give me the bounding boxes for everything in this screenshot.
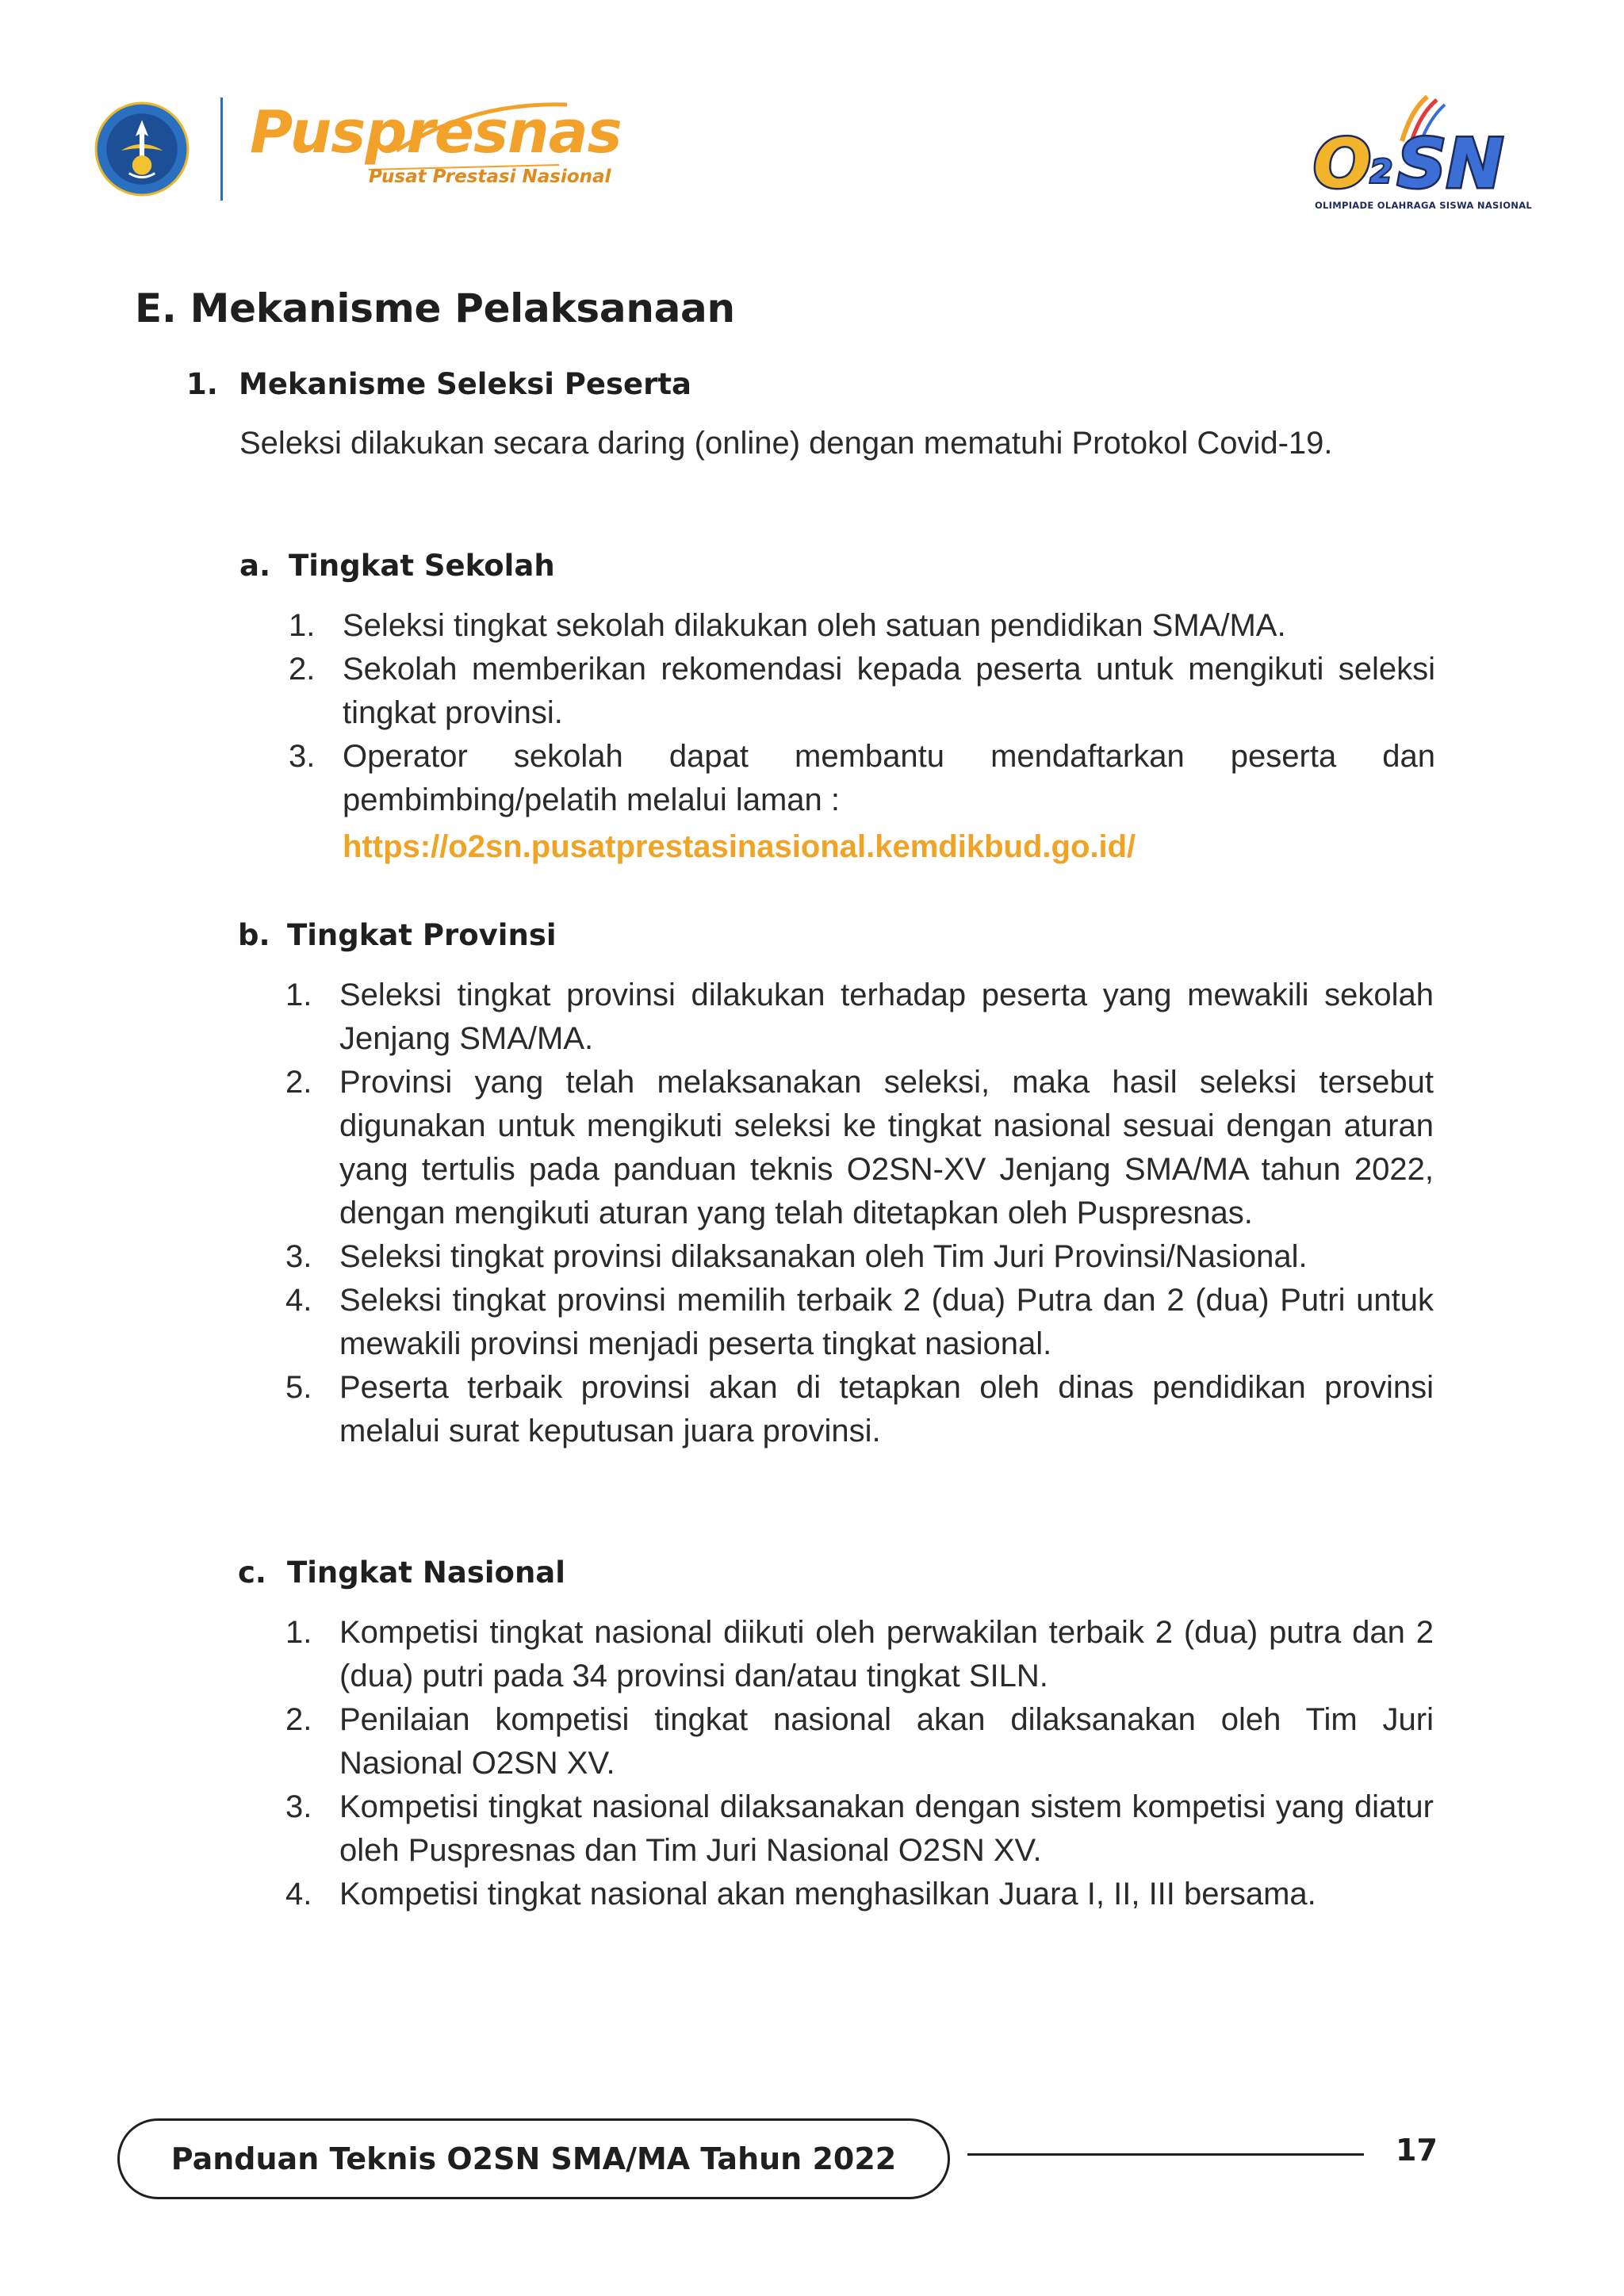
- list-item: [285, 1698, 1434, 1785]
- intro-paragraph: Seleksi dilakukan secara daring (online) dengan mematuhi Protokol Covid-19.: [239, 426, 1333, 461]
- item-text: Peserta terbaik provinsi akan di tetapkan oleh dinas pendidikan provinsi melalui surat keputusan juara provinsi.: [339, 1370, 1434, 1448]
- header-left-logos: [94, 94, 622, 205]
- list-item: [285, 1279, 1434, 1366]
- item-number: 2.: [285, 1702, 312, 1737]
- svg-text:O: O: [1313, 124, 1372, 197]
- item-text: Seleksi tingkat sekolah dilakukan oleh satuan pendidikan SMA/MA.: [343, 608, 1286, 643]
- item-number: 1.: [289, 608, 316, 643]
- heading-text: Tingkat Nasional: [287, 1556, 565, 1590]
- tut-wuri-handayani-emblem-icon: [94, 101, 190, 197]
- heading-letter: c.: [238, 1556, 266, 1590]
- o2sn-logo-block: [1308, 94, 1538, 220]
- list-item: [285, 1785, 1434, 1873]
- item-text: Kompetisi tingkat nasional akan menghasilkan Juara I, II, III bersama.: [339, 1877, 1316, 1911]
- item-text: Kompetisi tingkat nasional diikuti oleh perwakilan terbaik 2 (dua) putra dan 2 (dua) putri pada 34 provinsi dan/atau tingkat SILN.: [339, 1615, 1434, 1693]
- footer-title-pill: [117, 2118, 950, 2199]
- item-number: 4.: [285, 1877, 312, 1911]
- list-item: [285, 1611, 1434, 1698]
- header-separator: [220, 98, 223, 201]
- item-text: Sekolah memberikan rekomendasi kepada peserta untuk mengikuti seleksi tingkat provinsi.: [343, 652, 1435, 730]
- list-item: [285, 1061, 1434, 1235]
- list-item: [285, 1873, 1434, 1916]
- item-text: Seleksi tingkat provinsi memilih terbaik 2 (dua) Putra dan 2 (dua) Putri untuk mewakili provinsi menjadi peserta tingkat nasional.: [339, 1283, 1434, 1361]
- subsection-number: 1.: [186, 367, 218, 401]
- item-text: Seleksi tingkat provinsi dilaksanakan oleh Tim Juri Provinsi/Nasional.: [339, 1239, 1308, 1274]
- item-text: Seleksi tingkat provinsi dilakukan terhadap peserta yang mewakili sekolah Jenjang SMA/MA.: [339, 978, 1434, 1056]
- list-tingkat-provinsi: [285, 974, 1434, 1453]
- page-number: 17: [1396, 2133, 1438, 2168]
- item-text: Operator sekolah dapat membantu mendaftarkan peserta dan pembimbing/pelatih melalui laman :: [343, 739, 1435, 817]
- item-number: 3.: [285, 1789, 312, 1824]
- heading-text: Tingkat Provinsi: [287, 918, 557, 952]
- item-text: Provinsi yang telah melaksanakan seleksi, maka hasil seleksi tersebut digunakan untuk mengikuti seleksi ke tingkat nasional sesuai dengan aturan yang tertulis pada panduan teknis O2SN-XV Jenjang SMA/MA tahun 2022, dengan mengikuti aturan yang telah ditetapkan oleh Puspresnas.: [339, 1065, 1434, 1230]
- item-number: 1.: [285, 978, 312, 1012]
- list-item: [285, 1235, 1434, 1279]
- item-number: 1.: [285, 1615, 312, 1650]
- puspresnas-wordmark: Puspresnas: [250, 98, 622, 166]
- heading-letter: b.: [238, 918, 270, 952]
- registration-link[interactable]: https://o2sn.pusatprestasinasional.kemdikbud.go.id/: [343, 829, 1136, 864]
- svg-text:2: 2: [1370, 154, 1392, 190]
- heading-tingkat-nasional: [238, 1556, 565, 1590]
- heading-text: Tingkat Sekolah: [289, 549, 555, 583]
- heading-letter: a.: [239, 549, 271, 583]
- item-text: Penilaian kompetisi tingkat nasional akan dilaksanakan oleh Tim Juri Nasional O2SN XV.: [339, 1702, 1434, 1781]
- item-text: Kompetisi tingkat nasional dilaksanakan dengan sistem kompetisi yang diatur oleh Puspresnas dan Tim Juri Nasional O2SN XV.: [339, 1789, 1434, 1868]
- list-tingkat-nasional: [285, 1611, 1434, 1916]
- svg-text:SN: SN: [1397, 124, 1503, 197]
- item-number: 3.: [289, 739, 316, 774]
- section-title: E. Mekanisme Pelaksanaan: [135, 285, 735, 331]
- list-item: [289, 604, 1435, 648]
- puspresnas-logo: [250, 94, 622, 205]
- puspresnas-swoosh-icon: [250, 94, 567, 205]
- item-number: 4.: [285, 1283, 312, 1318]
- item-number: 3.: [285, 1239, 312, 1274]
- o2sn-subtitle: OLIMPIADE OLAHRAGA SISWA NASIONAL: [1314, 200, 1533, 211]
- puspresnas-subtitle: Pusat Prestasi Nasional: [369, 166, 611, 187]
- item-number: 5.: [285, 1370, 312, 1405]
- heading-tingkat-provinsi: [238, 918, 557, 952]
- footer-rule: [967, 2153, 1364, 2156]
- footer-title: Panduan Teknis O2SN SMA/MA Tahun 2022: [170, 2141, 897, 2176]
- list-item: [289, 735, 1435, 871]
- heading-tingkat-sekolah: [239, 549, 555, 583]
- subsection-title: Mekanisme Seleksi Peserta: [239, 367, 692, 401]
- o2sn-logo-icon: [1308, 94, 1538, 197]
- item-number: 2.: [289, 652, 316, 687]
- item-number: 2.: [285, 1065, 312, 1100]
- list-item: [285, 1366, 1434, 1453]
- list-item: [285, 974, 1434, 1061]
- list-item: [289, 648, 1435, 735]
- list-tingkat-sekolah: [289, 604, 1435, 871]
